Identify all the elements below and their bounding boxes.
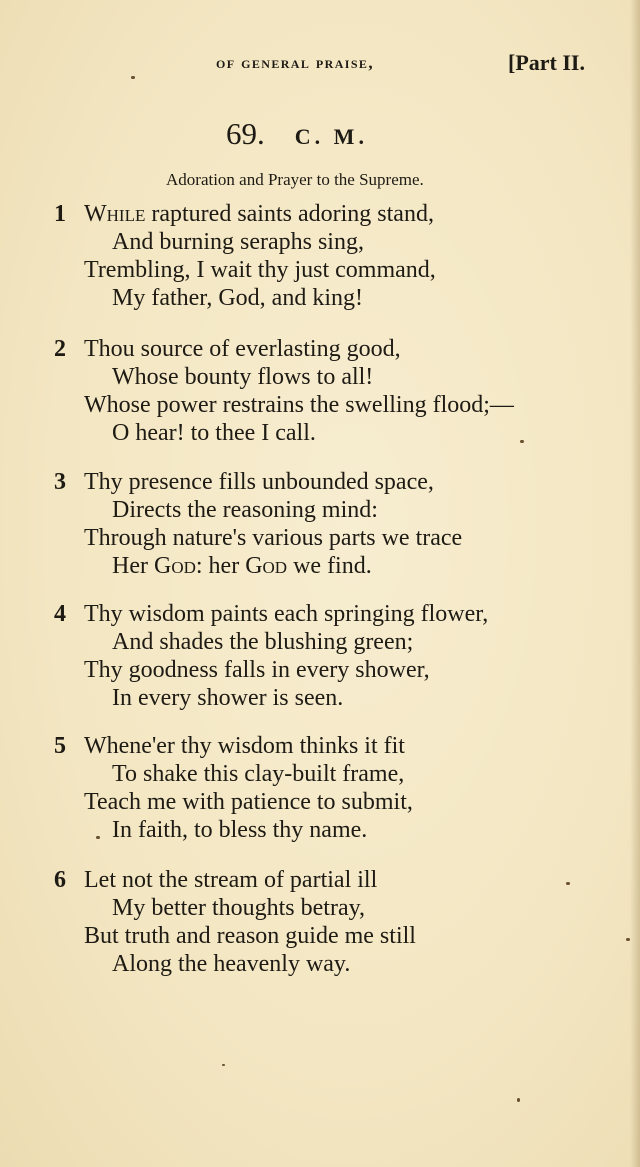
stanza-line: Whose bounty flows to all! <box>112 364 374 390</box>
stanza-line: Along the heavenly way. <box>112 951 351 977</box>
stanza-line: But truth and reason guide me still <box>84 923 416 949</box>
stanza-line <box>54 600 614 628</box>
line-text: Her <box>112 553 154 579</box>
paper-speck <box>96 836 100 839</box>
stanza-line <box>54 552 614 580</box>
stanza-line: In every shower is seen. <box>112 685 344 711</box>
paper-speck <box>517 1098 520 1102</box>
stanza-number: 6 <box>54 867 66 893</box>
stanza-line: Directs the reasoning mind: <box>112 497 378 523</box>
stanza-number: 4 <box>54 601 66 627</box>
hymn-number: 69. <box>226 116 265 151</box>
stanza-number: 3 <box>54 469 66 495</box>
stanza-line: Thy goodness falls in every shower, <box>84 657 430 683</box>
line-text: Thy presence fills unbounded space, <box>84 469 434 495</box>
stanza-line <box>54 335 614 363</box>
stanza-line: My better thoughts betray, <box>112 895 366 921</box>
paper-speck <box>131 76 135 79</box>
stanza-4 <box>54 600 614 712</box>
stanza-line: My father, God, and king! <box>112 285 363 311</box>
first-word-small-caps: While <box>84 201 146 227</box>
line-text: : her <box>195 553 246 579</box>
line-text: Let not the stream of partial ill <box>84 867 378 893</box>
line-text: we find. <box>287 553 372 579</box>
line-text: Thy wisdom paints each springing flower, <box>84 601 489 627</box>
line-text: raptured saints adoring stand, <box>145 201 434 227</box>
stanza-line: Trembling, I wait thy just command, <box>84 257 436 283</box>
stanza-line: In faith, to bless thy name. <box>112 817 368 843</box>
hymn-subtitle: Adoration and Prayer to the Supreme. <box>166 170 424 189</box>
hymn-meter: C. M. <box>294 124 368 149</box>
paper-speck <box>626 938 630 941</box>
stanza-line: O hear! to thee I call. <box>112 420 316 446</box>
stanza-line <box>54 468 614 496</box>
stanza-line: Through nature's various parts we trace <box>84 525 463 551</box>
stanza-2 <box>54 335 614 447</box>
god-small-caps: God <box>153 553 196 579</box>
stanza-line: Whose power restrains the swelling flood;— <box>84 392 514 418</box>
running-head-title: of general praise, <box>216 53 374 72</box>
paper-speck <box>222 1064 225 1066</box>
god-small-caps: God <box>245 553 288 579</box>
stanza-line: Teach me with patience to submit, <box>84 789 413 815</box>
stanza-line <box>54 732 614 760</box>
stanza-line: To shake this clay-built frame, <box>112 761 405 787</box>
stanza-line <box>54 200 614 228</box>
line-text: Thou source of everlasting good, <box>84 336 401 362</box>
stanza-line: And shades the blushing green; <box>112 629 414 655</box>
running-head-part: [Part II. <box>508 50 585 75</box>
running-head <box>0 50 640 84</box>
stanza-number: 1 <box>54 201 66 227</box>
stanza-3 <box>54 468 614 580</box>
line-text: Whene'er thy wisdom thinks it fit <box>84 733 405 759</box>
stanza-line <box>54 866 614 894</box>
stanza-number: 5 <box>54 733 66 759</box>
hymn-heading <box>0 116 640 152</box>
page-edge-shadow <box>630 0 640 1167</box>
paper-speck <box>520 440 524 443</box>
stanza-1 <box>54 200 614 312</box>
paper-speck <box>566 882 570 885</box>
stanza-number: 2 <box>54 336 66 362</box>
stanza-6 <box>54 866 614 978</box>
stanza-5 <box>54 732 614 844</box>
stanza-line: And burning seraphs sing, <box>112 229 364 255</box>
